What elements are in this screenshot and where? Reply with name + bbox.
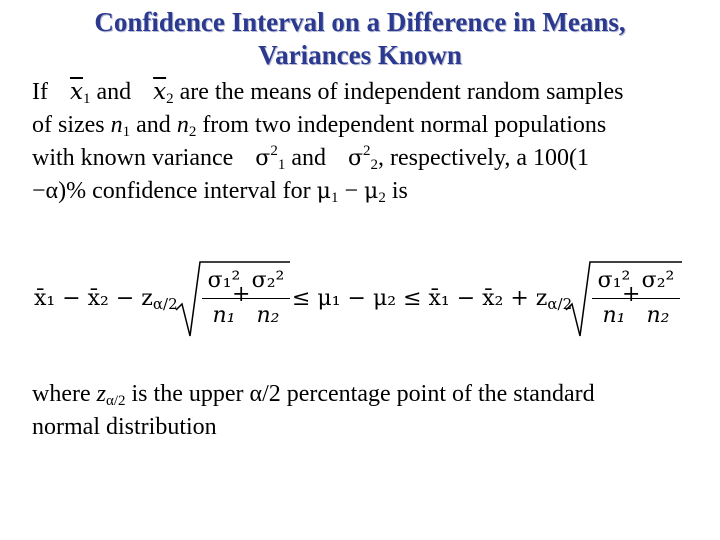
n2-sub: 2 — [188, 124, 197, 140]
mu2-sub: 2 — [378, 190, 386, 206]
formula-lhs: x̄₁ − x̄₂ − $z_{\alpha/2}$ — [34, 286, 178, 313]
sigma2-sup: 2 — [363, 143, 371, 159]
and-word-2: and — [136, 112, 171, 138]
and-word-3: and — [291, 145, 326, 171]
frac-right-2-den: n₂ — [646, 303, 670, 328]
plus-left: + — [232, 282, 251, 307]
where-word: where — [32, 381, 91, 407]
frac-right-1-den: n₁ — [602, 303, 626, 328]
closing-line-1 — [32, 378, 595, 411]
frac-left-2-num: σ₂² — [251, 268, 285, 293]
respectively-text: , respectively, a 100(1 — [378, 145, 590, 171]
intro-line-4 — [32, 175, 623, 208]
minus-sign: − — [344, 178, 359, 204]
and-word-1: and — [96, 79, 132, 105]
intro-line-2 — [32, 109, 623, 142]
n2: n — [176, 112, 189, 138]
sigma2-sub: 2 — [370, 157, 378, 173]
fraction-left-2 — [246, 264, 290, 333]
sigma1-sub: 1 — [277, 157, 286, 173]
slide-title — [0, 6, 720, 72]
xbar2: $\overline{x}$ — [153, 79, 167, 105]
intro-rest-2: from two independent normal populations — [202, 112, 607, 138]
intro-line-1 — [32, 76, 623, 109]
lhs-z-sub: α/2 — [152, 295, 178, 313]
intro-rest-1: are the means of independent random samples — [179, 79, 624, 105]
mu1-sub: 1 — [330, 190, 339, 206]
rhs-z-sub: α/2 — [547, 295, 573, 313]
intro-line-3 — [32, 142, 623, 175]
formula-middle: ≤ μ₁ − μ₂ ≤ x̄₁ − x̄₂ + $z_{\alpha/2}$ — [292, 286, 573, 313]
n1-sub: 1 — [122, 124, 131, 140]
confidence-interval-formula — [34, 260, 694, 340]
is-word: is — [391, 178, 408, 204]
closing-line-2: normal distribution — [32, 414, 217, 440]
mu2: μ — [364, 179, 379, 204]
xbar1: $\overline{x}$ — [69, 79, 83, 105]
closing-rest-1: is the upper α/2 percentage point of the standard — [131, 381, 595, 407]
frac-left-1-den: n₁ — [212, 303, 236, 328]
confidence-text: −α)% confidence interval for — [32, 178, 311, 204]
mu1: μ — [316, 179, 331, 204]
sizes-text: of sizes — [32, 112, 105, 138]
sigma1-sup: 2 — [270, 143, 278, 159]
sigma2: σ — [347, 146, 363, 171]
frac-right-2-num: σ₂² — [641, 268, 675, 293]
if-word: If — [32, 79, 48, 105]
n1: n — [110, 112, 123, 138]
intro-paragraph — [32, 76, 623, 208]
frac-left-1-num: σ₁² — [207, 268, 241, 293]
xbar2-sub: 2 — [166, 91, 174, 107]
sigma1: σ — [255, 146, 271, 171]
title-line-1: Confidence Interval on a Difference in Means, — [94, 7, 626, 37]
plus-right: + — [622, 282, 641, 307]
fraction-right-2 — [636, 264, 680, 333]
closing-paragraph — [32, 378, 595, 444]
known-variance-text: with known variance — [32, 145, 234, 171]
title-line-2: Variances Known — [258, 40, 462, 70]
xbar1-sub: 1 — [82, 91, 91, 107]
z-sub: α/2 — [105, 393, 126, 409]
frac-right-1-num: σ₁² — [597, 268, 631, 293]
frac-left-2-den: n₂ — [256, 303, 280, 328]
z-symbol: z — [96, 381, 106, 407]
